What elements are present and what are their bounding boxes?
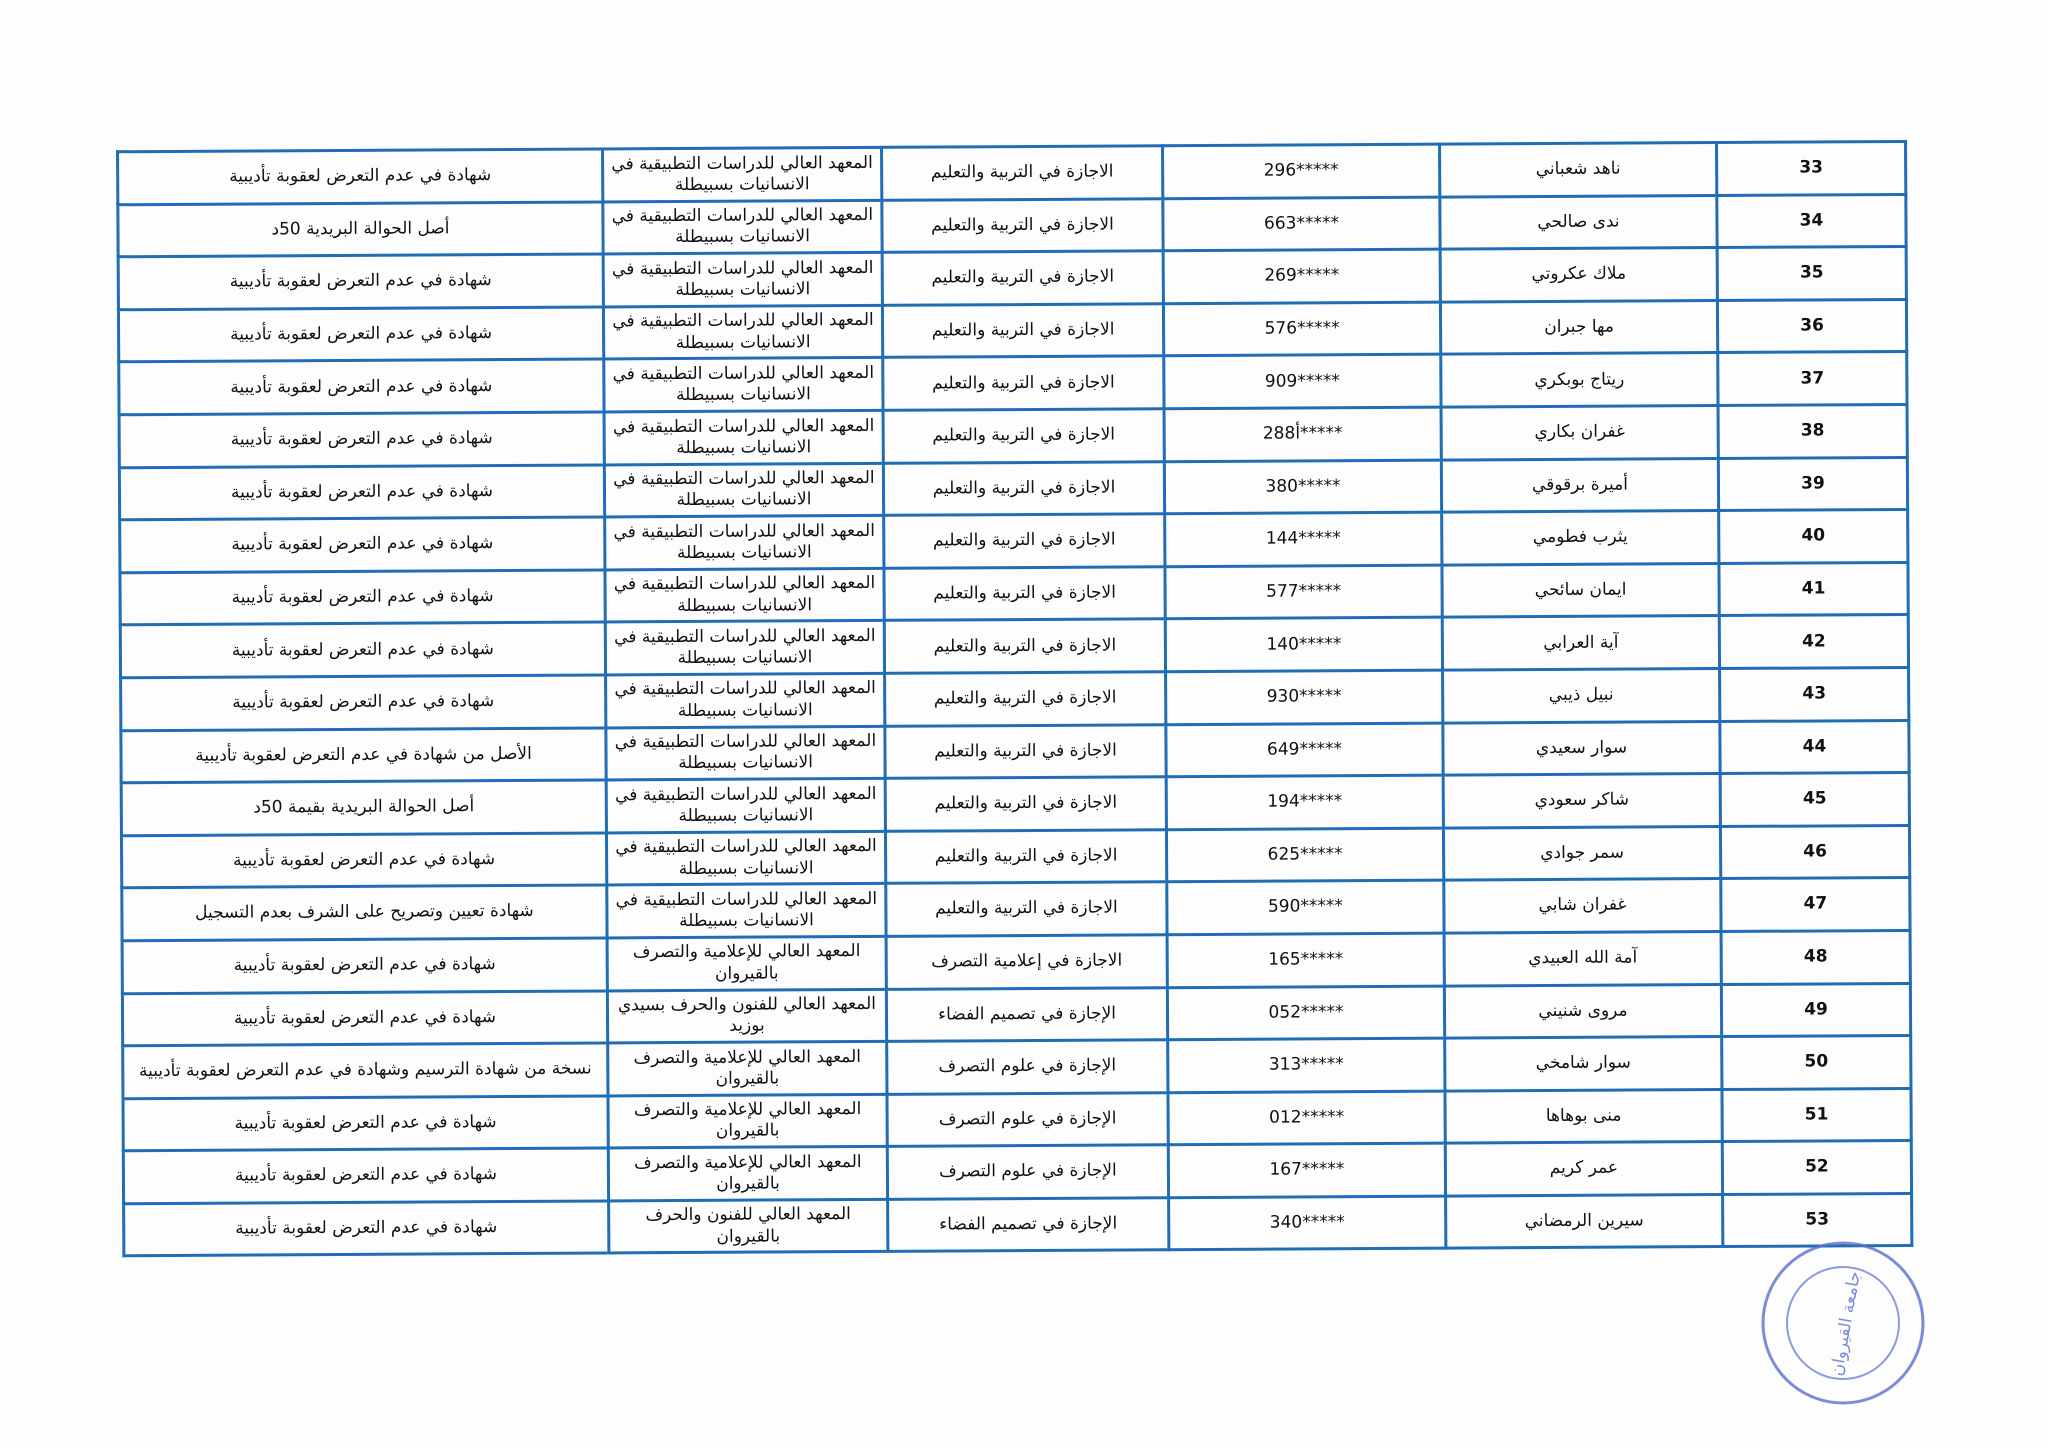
missing-document-cell: نسخة من شهادة الترسيم وشهادة في عدم التعرض لعقوبة تأديبية	[123, 1043, 608, 1098]
student-id-cell: 165*****	[1167, 933, 1444, 987]
institution-cell: المعهد العالي للإعلامية والتصرف بالقيروان	[608, 1094, 887, 1148]
student-name-cell: مها جبران	[1440, 300, 1717, 354]
university-stamp-icon	[1755, 1235, 1930, 1410]
degree-cell: الإجازة في تصميم الفضاء	[886, 987, 1167, 1041]
missing-document-cell: شهادة في عدم التعرض لعقوبة تأديبية	[122, 990, 607, 1045]
student-name-cell: غفران بكاري	[1441, 405, 1718, 459]
institution-cell: المعهد العالي للدراسات التطبيقية في الانسانيات بسبيطلة	[606, 831, 885, 885]
student-id-cell: 012*****	[1168, 1091, 1445, 1145]
results-table-wrap	[116, 140, 1902, 1258]
missing-document-cell: شهادة في عدم التعرض لعقوبة تأديبية	[122, 938, 607, 993]
row-number-cell: 52	[1722, 1141, 1911, 1195]
institution-cell: المعهد العالي للدراسات التطبيقية في الانسانيات بسبيطلة	[606, 726, 885, 780]
degree-cell: الاجازة في التربية والتعليم	[884, 566, 1165, 620]
row-number-cell: 36	[1717, 299, 1906, 353]
row-number-cell: 51	[1722, 1088, 1911, 1142]
institution-cell: المعهد العالي للدراسات التطبيقية في الانسانيات بسبيطلة	[605, 621, 884, 675]
student-id-cell: 052*****	[1167, 986, 1444, 1040]
results-table	[116, 140, 1913, 1258]
institution-cell: المعهد العالي للإعلامية والتصرف بالقيروان	[608, 1041, 887, 1095]
student-id-cell: 663*****	[1163, 197, 1440, 251]
degree-cell: الإجازة في تصميم الفضاء	[888, 1198, 1169, 1252]
student-name-cell: يثرب فطومي	[1442, 511, 1719, 565]
student-name-cell: ريتاج بوبكري	[1441, 353, 1718, 407]
student-id-cell: 340*****	[1169, 1196, 1446, 1250]
institution-cell: المعهد العالي للدراسات التطبيقية في الانسانيات بسبيطلة	[604, 358, 883, 412]
degree-cell: الاجازة في التربية والتعليم	[885, 724, 1166, 778]
row-number-cell: 41	[1719, 562, 1908, 616]
institution-cell: المعهد العالي للإعلامية والتصرف بالقيروان	[608, 1147, 887, 1201]
row-number-cell: 34	[1717, 194, 1906, 248]
institution-cell: المعهد العالي للدراسات التطبيقية في الانسانيات بسبيطلة	[603, 305, 882, 359]
institution-cell: المعهد العالي للدراسات التطبيقية في الانسانيات بسبيطلة	[606, 778, 885, 832]
student-name-cell: ناهد شعباني	[1440, 143, 1717, 197]
row-number-cell: 43	[1720, 667, 1909, 721]
degree-cell: الاجازة في التربية والتعليم	[884, 619, 1165, 673]
row-number-cell: 53	[1723, 1193, 1912, 1247]
missing-document-cell: شهادة تعيين وتصريح على الشرف بعدم التسجيل	[122, 885, 607, 940]
table-row	[124, 1193, 1912, 1256]
degree-cell: الاجازة في التربية والتعليم	[883, 409, 1164, 463]
missing-document-cell: شهادة في عدم التعرض لعقوبة تأديبية	[124, 1201, 609, 1256]
row-number-cell: 44	[1720, 720, 1909, 774]
degree-cell: الإجازة في علوم التصرف	[887, 1040, 1168, 1094]
student-id-cell: 930*****	[1166, 670, 1443, 724]
missing-document-cell: شهادة في عدم التعرض لعقوبة تأديبية	[123, 1096, 608, 1151]
student-id-cell: 625*****	[1166, 828, 1443, 882]
degree-cell: الاجازة في التربية والتعليم	[882, 251, 1163, 305]
student-name-cell: سمر جوادي	[1443, 826, 1720, 880]
student-name-cell: أميرة برقوقي	[1441, 458, 1718, 512]
institution-cell: المعهد العالي للدراسات التطبيقية في الانسانيات بسبيطلة	[605, 515, 884, 569]
student-id-cell: 194*****	[1166, 775, 1443, 829]
row-number-cell: 38	[1718, 404, 1907, 458]
missing-document-cell: الأصل من شهادة في عدم التعرض لعقوبة تأديبية	[121, 727, 606, 782]
student-name-cell: غفران شابي	[1444, 879, 1721, 933]
row-number-cell: 48	[1721, 930, 1910, 984]
institution-cell: المعهد العالي للدراسات التطبيقية في الانسانيات بسبيطلة	[607, 884, 886, 938]
student-id-cell: 269*****	[1163, 249, 1440, 303]
degree-cell: الاجازة في التربية والتعليم	[883, 461, 1164, 515]
degree-cell: الاجازة في التربية والتعليم	[886, 882, 1167, 936]
student-name-cell: سيرين الرمضاني	[1446, 1194, 1723, 1248]
results-table-body	[118, 141, 1912, 1256]
row-number-cell: 49	[1721, 983, 1910, 1037]
institution-cell: المعهد العالي للدراسات التطبيقية في الانسانيات بسبيطلة	[603, 147, 882, 201]
student-id-cell: 288أ*****	[1164, 407, 1441, 461]
institution-cell: المعهد العالي للدراسات التطبيقية في الانسانيات بسبيطلة	[603, 200, 882, 254]
student-id-cell: 590*****	[1167, 880, 1444, 934]
student-name-cell: آية العرابي	[1442, 616, 1719, 670]
missing-document-cell: شهادة في عدم التعرض لعقوبة تأديبية	[119, 359, 604, 414]
degree-cell: الإجازة في علوم التصرف	[887, 1145, 1168, 1199]
student-name-cell: ندى صالحي	[1440, 195, 1717, 249]
degree-cell: الاجازة في التربية والتعليم	[882, 198, 1163, 252]
degree-cell: الاجازة في التربية والتعليم	[885, 829, 1166, 883]
institution-cell: المعهد العالي للدراسات التطبيقية في الانسانيات بسبيطلة	[604, 410, 883, 464]
student-id-cell: 144*****	[1165, 512, 1442, 566]
degree-cell: الاجازة في التربية والتعليم	[885, 777, 1166, 831]
degree-cell: الاجازة في التربية والتعليم	[885, 672, 1166, 726]
missing-document-cell: شهادة في عدم التعرض لعقوبة تأديبية	[119, 465, 604, 520]
missing-document-cell: شهادة في عدم التعرض لعقوبة تأديبية	[118, 307, 603, 362]
row-number-cell: 37	[1718, 352, 1907, 406]
student-name-cell: مروى شنيني	[1444, 984, 1721, 1038]
row-number-cell: 35	[1717, 247, 1906, 301]
missing-document-cell: شهادة في عدم التعرض لعقوبة تأديبية	[119, 412, 604, 467]
institution-cell: المعهد العالي للدراسات التطبيقية في الانسانيات بسبيطلة	[603, 253, 882, 307]
student-id-cell: 380*****	[1164, 460, 1441, 514]
degree-cell: الاجازة في إعلامية التصرف	[886, 935, 1167, 989]
student-id-cell: 649*****	[1166, 723, 1443, 777]
student-name-cell: عمر كريم	[1445, 1142, 1722, 1196]
missing-document-cell: شهادة في عدم التعرض لعقوبة تأديبية	[120, 570, 605, 625]
missing-document-cell: شهادة في عدم التعرض لعقوبة تأديبية	[120, 622, 605, 677]
stamp-text: جامعة القيروان	[1826, 1269, 1866, 1378]
degree-cell: الاجازة في التربية والتعليم	[882, 304, 1163, 358]
institution-cell: المعهد العالي للفنون والحرف بسيدي بوزيد	[607, 989, 886, 1043]
student-name-cell: ايمان سائحي	[1442, 563, 1719, 617]
missing-document-cell: أصل الحوالة البريدية بقيمة 50د	[121, 780, 606, 835]
student-name-cell: منى بوهاها	[1445, 1089, 1722, 1143]
student-name-cell: ملاك عكروتي	[1440, 248, 1717, 302]
institution-cell: المعهد العالي للدراسات التطبيقية في الانسانيات بسبيطلة	[606, 673, 885, 727]
row-number-cell: 42	[1719, 615, 1908, 669]
row-number-cell: 46	[1720, 825, 1909, 879]
degree-cell: الاجازة في التربية والتعليم	[883, 356, 1164, 410]
degree-cell: الاجازة في التربية والتعليم	[884, 514, 1165, 568]
student-id-cell: 577*****	[1165, 565, 1442, 619]
student-name-cell: شاكر سعودي	[1443, 774, 1720, 828]
institution-cell: المعهد العالي للدراسات التطبيقية في الانسانيات بسبيطلة	[604, 463, 883, 517]
missing-document-cell: أصل الحوالة البريدية 50د	[118, 202, 603, 257]
student-id-cell: 167*****	[1168, 1143, 1445, 1197]
missing-document-cell: شهادة في عدم التعرض لعقوبة تأديبية	[121, 833, 606, 888]
student-name-cell: آمة الله العبيدي	[1444, 931, 1721, 985]
institution-cell: المعهد العالي للإعلامية والتصرف بالقيروان	[607, 936, 886, 990]
student-name-cell: سوار سعيدي	[1443, 721, 1720, 775]
student-name-cell: سوار شامخي	[1445, 1037, 1722, 1091]
row-number-cell: 39	[1718, 457, 1907, 511]
student-id-cell: 140*****	[1165, 617, 1442, 671]
institution-cell: المعهد العالي للدراسات التطبيقية في الانسانيات بسبيطلة	[605, 568, 884, 622]
student-name-cell: نبيل ذيبي	[1443, 668, 1720, 722]
missing-document-cell: شهادة في عدم التعرض لعقوبة تأديبية	[123, 1148, 608, 1203]
degree-cell: الاجازة في التربية والتعليم	[882, 146, 1163, 200]
student-id-cell: 296*****	[1163, 144, 1440, 198]
institution-cell: المعهد العالي للفنون والحرف بالقيروان	[609, 1199, 888, 1253]
missing-document-cell: شهادة في عدم التعرض لعقوبة تأديبية	[120, 517, 605, 572]
missing-document-cell: شهادة في عدم التعرض لعقوبة تأديبية	[121, 675, 606, 730]
student-id-cell: 313*****	[1168, 1038, 1445, 1092]
missing-document-cell: شهادة في عدم التعرض لعقوبة تأديبية	[118, 254, 603, 309]
degree-cell: الإجازة في علوم التصرف	[887, 1092, 1168, 1146]
row-number-cell: 40	[1719, 510, 1908, 564]
student-id-cell: 576*****	[1163, 302, 1440, 356]
missing-document-cell: شهادة في عدم التعرض لعقوبة تأديبية	[118, 149, 603, 204]
student-id-cell: 909*****	[1164, 355, 1441, 409]
row-number-cell: 33	[1717, 141, 1906, 195]
row-number-cell: 45	[1720, 773, 1909, 827]
row-number-cell: 47	[1721, 878, 1910, 932]
row-number-cell: 50	[1722, 1036, 1911, 1090]
